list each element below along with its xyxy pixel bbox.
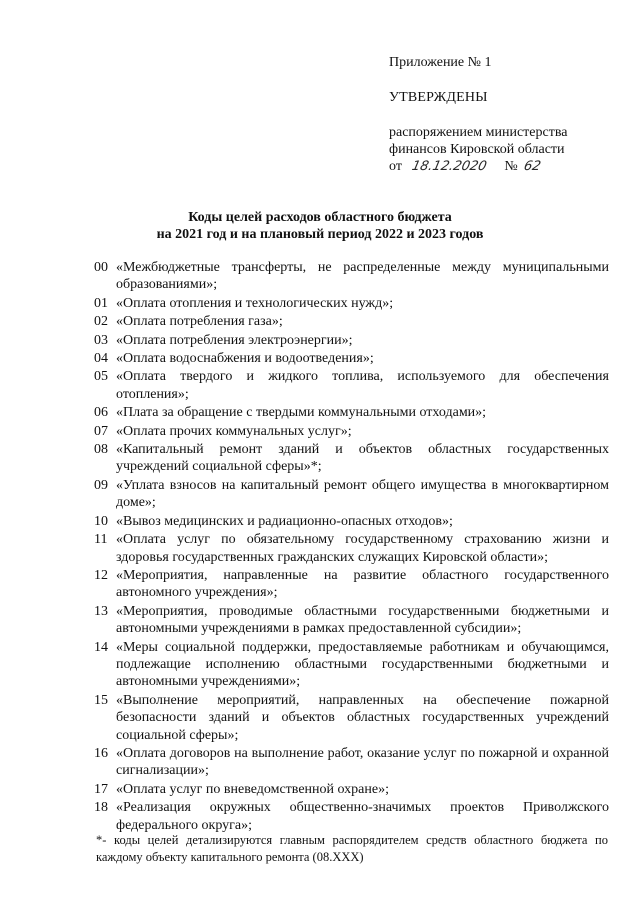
document-title (90, 209, 550, 243)
date-prefix: от (389, 159, 402, 174)
handwritten-date: 18.12.2020 (410, 159, 488, 174)
code-description: «Оплата услуг по вневедомственной охране»; (116, 781, 389, 797)
approved-label: УТВЕРЖДЕНЫ (389, 90, 488, 105)
list-item (94, 531, 609, 566)
code-number: 00 (94, 260, 108, 275)
codes-list (94, 259, 609, 835)
code-number: 15 (94, 692, 108, 708)
appendix-label: Приложение № 1 (389, 55, 492, 70)
list-item (94, 513, 609, 530)
code-number: 01 (94, 295, 108, 311)
list-item (94, 781, 609, 798)
code-description: «Вывоз медицинских и радиационно-опасных отходов»; (116, 513, 453, 529)
list-item (94, 259, 609, 294)
list-item (94, 350, 609, 367)
code-number: 07 (94, 423, 108, 439)
title-line-2: на 2021 год и на плановый период 2022 и 2023 годов (156, 227, 484, 242)
code-number: 02 (94, 314, 108, 330)
code-description: «Межбюджетные трансферты, не распределенные между муниципальными образованиями»; (116, 260, 609, 293)
list-item (94, 332, 609, 349)
list-item (94, 745, 609, 780)
code-description: «Плата за обращение с твердыми коммунальными отходами»; (116, 405, 487, 421)
code-number: 05 (94, 369, 108, 385)
code-description: «Оплата услуг по обязательному государственному страхованию жизни и здоровья государственных гражданских служащих Кировской области»; (116, 532, 609, 565)
title-line-1: Коды целей расходов областного бюджета (188, 210, 452, 225)
handwritten-number: 62 (522, 159, 542, 174)
code-number: 10 (94, 513, 108, 529)
order-date-line (389, 158, 629, 175)
code-description: «Оплата водоснабжения и водоотведения»; (116, 351, 374, 367)
code-number: 03 (94, 332, 108, 348)
code-description: «Оплата прочих коммунальных услуг»; (116, 423, 352, 439)
list-item (94, 295, 609, 312)
code-description: «Уплата взносов на капитальный ремонт общего имущества в многоквартирном доме»; (116, 477, 609, 511)
code-number: 08 (94, 442, 108, 458)
code-description: «Меры социальной поддержки, предоставляемые работникам и обучающимся, подлежащие исполнению областными государственными бюджетными и автономными учреждениями»; (116, 639, 609, 690)
order-line-2: финансов Кировской области (389, 142, 565, 157)
code-number: 17 (94, 781, 108, 797)
code-description: «Оплата договоров на выполнение работ, оказание услуг по пожарной и охранной сигнализации»; (116, 745, 609, 779)
list-item (94, 368, 609, 403)
code-description: «Мероприятия, проводимые областными государственными бюджетными и автономными учреждениями в рамках предоставленной субсидии»; (116, 603, 609, 637)
list-item (94, 441, 609, 476)
code-number: 18 (94, 800, 108, 816)
list-item (94, 603, 609, 638)
code-description: «Оплата твердого и жидкого топлива, используемого для обеспечения отопления»; (116, 369, 609, 402)
code-description: «Выполнение мероприятий, направленных на обеспечение пожарной безопасности зданий и объектов областных государственных учреждений социальной сферы»; (116, 692, 609, 743)
list-item (94, 567, 609, 602)
code-number: 04 (94, 351, 108, 367)
list-item (94, 404, 609, 421)
code-description: «Реализация окружных общественно-значимых проектов Приволжского федерального округа»; (116, 800, 609, 833)
list-item (94, 477, 609, 512)
code-number: 06 (94, 405, 108, 421)
footnote: *- коды целей детализируются главным распорядителем средств областного бюджета по каждому объекту капитального ремонта (08.XXX) (96, 833, 608, 864)
code-description: «Оплата отопления и технологических нужд»; (116, 295, 394, 311)
code-description: «Оплата потребления электроэнергии»; (116, 332, 353, 348)
list-item (94, 639, 609, 691)
code-description: «Оплата потребления газа»; (116, 314, 283, 330)
code-number: 14 (94, 639, 108, 655)
code-number: 11 (94, 532, 108, 548)
code-description: «Капитальный ремонт зданий и объектов областных государственных учреждений социальной сферы»*; (116, 442, 609, 475)
list-item (94, 692, 609, 744)
list-item (94, 799, 609, 834)
code-description: «Мероприятия, направленные на развитие областного государственного автономного учреждения»; (116, 567, 609, 601)
order-line-1: распоряжением министерства (389, 125, 568, 140)
code-number: 09 (94, 477, 108, 493)
list-item (94, 423, 609, 440)
code-number: 13 (94, 603, 108, 619)
list-item (94, 313, 609, 330)
approval-header (389, 54, 629, 175)
code-number: 16 (94, 745, 108, 761)
code-number: 12 (94, 567, 108, 583)
number-label: № (504, 159, 518, 174)
